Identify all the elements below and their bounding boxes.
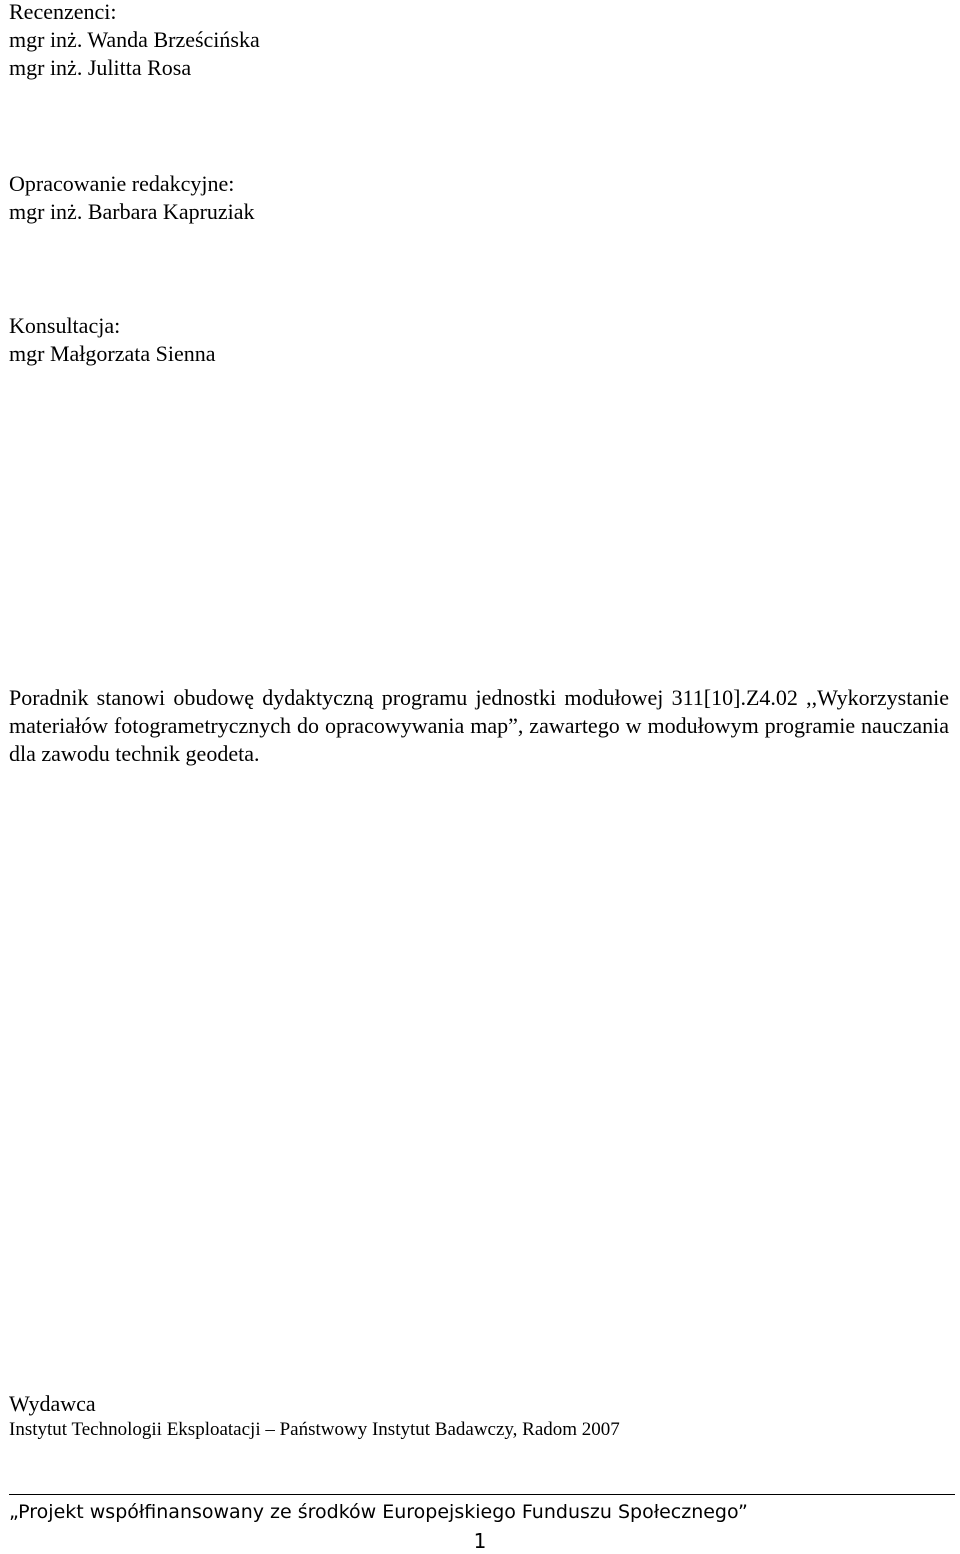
publisher-name: Instytut Technologii Eksploatacji – Państwowy Instytut Badawczy, Radom 2007	[9, 1419, 620, 1440]
consultation-heading: Konsultacja:	[9, 313, 121, 338]
editor-name: mgr inż. Barbara Kapruziak	[9, 199, 255, 224]
publisher-label: Wydawca	[9, 1391, 96, 1416]
page-number: 1	[473, 1529, 487, 1553]
consultant-name: mgr Małgorzata Sienna	[9, 341, 216, 366]
reviewers-heading: Recenzenci:	[9, 0, 117, 24]
reviewer-name: mgr inż. Wanda Brześcińska	[9, 27, 260, 52]
footer-project-text: „Projekt współfinansowany ze środków Europejskiego Funduszu Społecznego”	[9, 1501, 748, 1523]
editorial-heading: Opracowanie redakcyjne:	[9, 171, 235, 196]
footer-divider	[9, 1494, 955, 1495]
reviewer-name: mgr inż. Julitta Rosa	[9, 55, 192, 80]
description-paragraph: Poradnik stanowi obudowę dydaktyczną programu jednostki modułowej 311[10].Z4.02 ,,Wykorzystanie materiałów fotogrametrycznych do opracowywania map”, zawartego w modułowym programie nauczania dla zawodu technik geodeta.	[9, 685, 949, 766]
